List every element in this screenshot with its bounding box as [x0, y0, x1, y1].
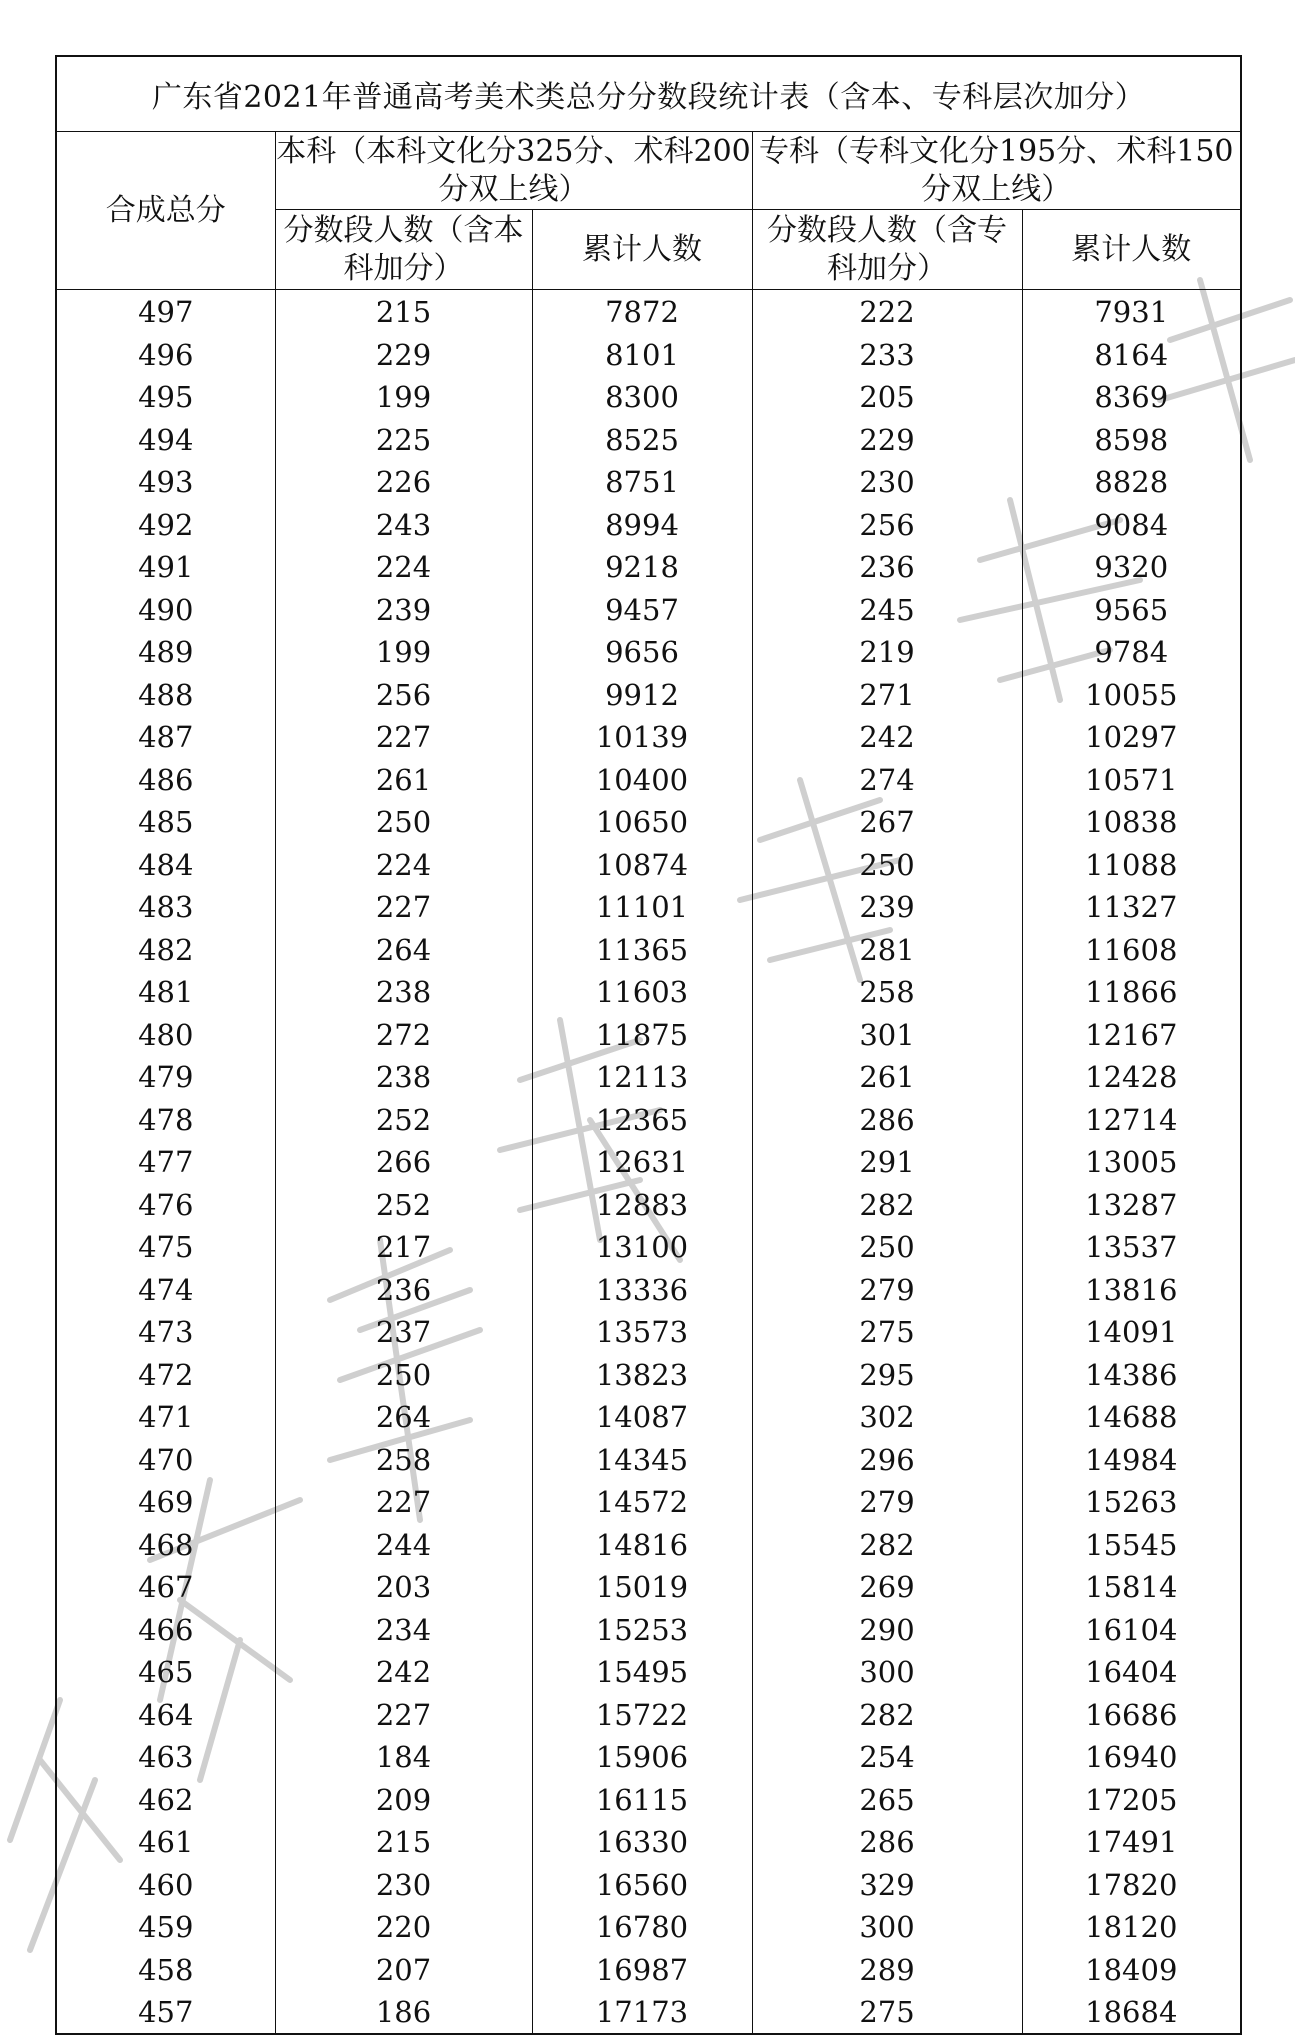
cell-undergrad-count: 261 — [275, 758, 532, 801]
cell-undergrad-cumulative: 13573 — [532, 1310, 752, 1353]
cell-junior-cumulative: 9565 — [1022, 588, 1241, 631]
cell-undergrad-cumulative: 11101 — [532, 885, 752, 928]
cell-junior-count: 219 — [752, 630, 1022, 673]
cell-undergrad-cumulative: 9457 — [532, 588, 752, 631]
table-row — [56, 375, 1241, 418]
table-row — [56, 503, 1241, 546]
cell-junior-count: 205 — [752, 375, 1022, 418]
cell-undergrad-count: 234 — [275, 1608, 532, 1651]
cell-undergrad-count: 252 — [275, 1098, 532, 1141]
table-row — [56, 1310, 1241, 1353]
cell-junior-count: 301 — [752, 1013, 1022, 1056]
cell-junior-count: 271 — [752, 673, 1022, 716]
cell-total-score: 488 — [56, 673, 275, 716]
cell-junior-count: 295 — [752, 1353, 1022, 1396]
table-row — [56, 545, 1241, 588]
cell-junior-count: 250 — [752, 1225, 1022, 1268]
cell-junior-cumulative: 14386 — [1022, 1353, 1241, 1396]
cell-junior-count: 269 — [752, 1565, 1022, 1608]
cell-total-score: 478 — [56, 1098, 275, 1141]
cell-total-score: 487 — [56, 715, 275, 758]
cell-undergrad-cumulative: 8300 — [532, 375, 752, 418]
cell-junior-count: 256 — [752, 503, 1022, 546]
cell-undergrad-count: 207 — [275, 1948, 532, 1991]
cell-undergrad-count: 184 — [275, 1735, 532, 1778]
cell-total-score: 470 — [56, 1438, 275, 1481]
cell-undergrad-cumulative: 14087 — [532, 1395, 752, 1438]
table-row — [56, 588, 1241, 631]
cell-undergrad-cumulative: 11875 — [532, 1013, 752, 1056]
cell-total-score: 462 — [56, 1778, 275, 1821]
cell-junior-count: 302 — [752, 1395, 1022, 1438]
cell-junior-cumulative: 13287 — [1022, 1183, 1241, 1226]
table-row — [56, 1225, 1241, 1268]
cell-junior-count: 300 — [752, 1650, 1022, 1693]
cell-undergrad-count: 272 — [275, 1013, 532, 1056]
cell-undergrad-cumulative: 13823 — [532, 1353, 752, 1396]
cell-junior-cumulative: 10838 — [1022, 800, 1241, 843]
table-row — [56, 1820, 1241, 1863]
cell-undergrad-cumulative: 16330 — [532, 1820, 752, 1863]
cell-undergrad-count: 239 — [275, 588, 532, 631]
header-junior-group: 专科（专科文化分195分、术科150分双上线） — [752, 132, 1241, 210]
table-row — [56, 1098, 1241, 1141]
cell-junior-count: 236 — [752, 545, 1022, 588]
cell-undergrad-cumulative: 15019 — [532, 1565, 752, 1608]
cell-undergrad-count: 238 — [275, 970, 532, 1013]
cell-junior-cumulative: 10297 — [1022, 715, 1241, 758]
table-row — [56, 715, 1241, 758]
cell-undergrad-count: 264 — [275, 1395, 532, 1438]
table-row — [56, 1055, 1241, 1098]
cell-junior-cumulative: 13005 — [1022, 1140, 1241, 1183]
cell-total-score: 485 — [56, 800, 275, 843]
cell-total-score: 457 — [56, 1990, 275, 2034]
cell-total-score: 481 — [56, 970, 275, 1013]
cell-junior-count: 281 — [752, 928, 1022, 971]
table-row — [56, 290, 1241, 333]
cell-total-score: 461 — [56, 1820, 275, 1863]
cell-undergrad-cumulative: 13100 — [532, 1225, 752, 1268]
cell-total-score: 490 — [56, 588, 275, 631]
cell-total-score: 497 — [56, 290, 275, 333]
cell-junior-cumulative: 13816 — [1022, 1268, 1241, 1311]
cell-junior-cumulative: 7931 — [1022, 290, 1241, 333]
cell-junior-count: 282 — [752, 1183, 1022, 1226]
cell-junior-cumulative: 14091 — [1022, 1310, 1241, 1353]
cell-junior-cumulative: 16404 — [1022, 1650, 1241, 1693]
cell-total-score: 482 — [56, 928, 275, 971]
cell-undergrad-cumulative: 9218 — [532, 545, 752, 588]
cell-undergrad-cumulative: 14816 — [532, 1523, 752, 1566]
table-row — [56, 1480, 1241, 1523]
cell-junior-count: 245 — [752, 588, 1022, 631]
cell-undergrad-count: 224 — [275, 843, 532, 886]
cell-junior-count: 275 — [752, 1310, 1022, 1353]
table-row — [56, 460, 1241, 503]
cell-total-score: 480 — [56, 1013, 275, 1056]
cell-junior-count: 254 — [752, 1735, 1022, 1778]
cell-undergrad-cumulative: 14345 — [532, 1438, 752, 1481]
cell-junior-count: 291 — [752, 1140, 1022, 1183]
cell-junior-cumulative: 11088 — [1022, 843, 1241, 886]
cell-total-score: 464 — [56, 1693, 275, 1736]
cell-junior-cumulative: 8164 — [1022, 333, 1241, 376]
cell-total-score: 471 — [56, 1395, 275, 1438]
cell-total-score: 496 — [56, 333, 275, 376]
cell-undergrad-count: 258 — [275, 1438, 532, 1481]
cell-junior-count: 267 — [752, 800, 1022, 843]
table-row — [56, 1650, 1241, 1693]
cell-undergrad-count: 224 — [275, 545, 532, 588]
cell-total-score: 472 — [56, 1353, 275, 1396]
cell-junior-count: 290 — [752, 1608, 1022, 1651]
cell-undergrad-cumulative: 12883 — [532, 1183, 752, 1226]
table-row — [56, 928, 1241, 971]
cell-undergrad-count: 226 — [275, 460, 532, 503]
cell-junior-cumulative: 8369 — [1022, 375, 1241, 418]
stats-table-container — [55, 55, 1240, 2030]
cell-junior-cumulative: 17205 — [1022, 1778, 1241, 1821]
table-row — [56, 1353, 1241, 1396]
table-title: 广东省2021年普通高考美术类总分分数段统计表（含本、专科层次加分） — [56, 56, 1241, 132]
cell-undergrad-cumulative: 8101 — [532, 333, 752, 376]
cell-total-score: 486 — [56, 758, 275, 801]
cell-junior-count: 222 — [752, 290, 1022, 333]
cell-junior-cumulative: 18409 — [1022, 1948, 1241, 1991]
table-row — [56, 970, 1241, 1013]
cell-undergrad-cumulative: 15253 — [532, 1608, 752, 1651]
cell-undergrad-cumulative: 10650 — [532, 800, 752, 843]
cell-junior-cumulative: 16940 — [1022, 1735, 1241, 1778]
cell-undergrad-cumulative: 9912 — [532, 673, 752, 716]
cell-total-score: 468 — [56, 1523, 275, 1566]
cell-undergrad-count: 243 — [275, 503, 532, 546]
cell-undergrad-cumulative: 14572 — [532, 1480, 752, 1523]
cell-junior-cumulative: 9320 — [1022, 545, 1241, 588]
cell-total-score: 484 — [56, 843, 275, 886]
cell-undergrad-cumulative: 16115 — [532, 1778, 752, 1821]
cell-junior-cumulative: 15814 — [1022, 1565, 1241, 1608]
cell-undergrad-cumulative: 8751 — [532, 460, 752, 503]
table-row — [56, 333, 1241, 376]
cell-junior-cumulative: 9784 — [1022, 630, 1241, 673]
header-junior-cumulative: 累计人数 — [1022, 210, 1241, 290]
cell-total-score: 466 — [56, 1608, 275, 1651]
cell-total-score: 467 — [56, 1565, 275, 1608]
cell-total-score: 475 — [56, 1225, 275, 1268]
cell-undergrad-cumulative: 10139 — [532, 715, 752, 758]
table-row — [56, 1990, 1241, 2034]
cell-junior-cumulative: 11608 — [1022, 928, 1241, 971]
cell-junior-cumulative: 8598 — [1022, 418, 1241, 461]
cell-total-score: 460 — [56, 1863, 275, 1906]
cell-junior-count: 296 — [752, 1438, 1022, 1481]
table-row — [56, 1523, 1241, 1566]
cell-junior-count: 230 — [752, 460, 1022, 503]
cell-junior-cumulative: 18684 — [1022, 1990, 1241, 2034]
cell-undergrad-count: 199 — [275, 630, 532, 673]
cell-undergrad-cumulative: 8994 — [532, 503, 752, 546]
cell-junior-count: 239 — [752, 885, 1022, 928]
cell-junior-cumulative: 17820 — [1022, 1863, 1241, 1906]
cell-undergrad-cumulative: 10874 — [532, 843, 752, 886]
table-row — [56, 1565, 1241, 1608]
table-row — [56, 800, 1241, 843]
header-junior-count: 分数段人数（含专科加分） — [752, 210, 1022, 290]
cell-undergrad-count: 236 — [275, 1268, 532, 1311]
cell-undergrad-cumulative: 12631 — [532, 1140, 752, 1183]
cell-junior-count: 300 — [752, 1905, 1022, 1948]
table-row — [56, 673, 1241, 716]
table-row — [56, 1183, 1241, 1226]
cell-undergrad-count: 186 — [275, 1990, 532, 2034]
cell-undergrad-cumulative: 10400 — [532, 758, 752, 801]
cell-junior-cumulative: 14688 — [1022, 1395, 1241, 1438]
cell-total-score: 483 — [56, 885, 275, 928]
cell-undergrad-count: 238 — [275, 1055, 532, 1098]
table-row — [56, 1608, 1241, 1651]
cell-undergrad-cumulative: 17173 — [532, 1990, 752, 2034]
cell-undergrad-count: 230 — [275, 1863, 532, 1906]
cell-undergrad-count: 215 — [275, 290, 532, 333]
table-row — [56, 1013, 1241, 1056]
table-row — [56, 1905, 1241, 1948]
cell-undergrad-count: 220 — [275, 1905, 532, 1948]
cell-undergrad-count: 227 — [275, 885, 532, 928]
cell-junior-count: 242 — [752, 715, 1022, 758]
cell-junior-cumulative: 12167 — [1022, 1013, 1241, 1056]
cell-undergrad-cumulative: 12113 — [532, 1055, 752, 1098]
cell-junior-count: 279 — [752, 1268, 1022, 1311]
cell-total-score: 463 — [56, 1735, 275, 1778]
cell-total-score: 474 — [56, 1268, 275, 1311]
cell-total-score: 495 — [56, 375, 275, 418]
cell-total-score: 493 — [56, 460, 275, 503]
cell-undergrad-count: 266 — [275, 1140, 532, 1183]
table-row — [56, 418, 1241, 461]
cell-undergrad-cumulative: 8525 — [532, 418, 752, 461]
cell-junior-count: 286 — [752, 1820, 1022, 1863]
cell-undergrad-count: 227 — [275, 1480, 532, 1523]
header-undergrad-group: 本科（本科文化分325分、术科200分双上线） — [275, 132, 752, 210]
table-row — [56, 1140, 1241, 1183]
cell-undergrad-count: 199 — [275, 375, 532, 418]
cell-undergrad-count: 250 — [275, 1353, 532, 1396]
cell-junior-cumulative: 18120 — [1022, 1905, 1241, 1948]
cell-undergrad-count: 244 — [275, 1523, 532, 1566]
cell-junior-cumulative: 9084 — [1022, 503, 1241, 546]
table-row — [56, 843, 1241, 886]
cell-total-score: 491 — [56, 545, 275, 588]
table-row — [56, 1395, 1241, 1438]
cell-undergrad-cumulative: 16987 — [532, 1948, 752, 1991]
cell-total-score: 477 — [56, 1140, 275, 1183]
cell-undergrad-cumulative: 12365 — [532, 1098, 752, 1141]
header-undergrad-cumulative: 累计人数 — [532, 210, 752, 290]
header-undergrad-count: 分数段人数（含本科加分） — [275, 210, 532, 290]
cell-junior-count: 229 — [752, 418, 1022, 461]
cell-junior-cumulative: 10055 — [1022, 673, 1241, 716]
cell-junior-count: 282 — [752, 1693, 1022, 1736]
cell-undergrad-count: 256 — [275, 673, 532, 716]
table-row — [56, 885, 1241, 928]
cell-junior-count: 279 — [752, 1480, 1022, 1523]
cell-undergrad-count: 250 — [275, 800, 532, 843]
table-row — [56, 758, 1241, 801]
cell-junior-cumulative: 12714 — [1022, 1098, 1241, 1141]
score-distribution-table — [55, 55, 1242, 2035]
table-row — [56, 1735, 1241, 1778]
cell-total-score: 489 — [56, 630, 275, 673]
cell-junior-cumulative: 17491 — [1022, 1820, 1241, 1863]
cell-undergrad-count: 227 — [275, 715, 532, 758]
cell-junior-cumulative: 16104 — [1022, 1608, 1241, 1651]
cell-total-score: 458 — [56, 1948, 275, 1991]
cell-undergrad-cumulative: 11603 — [532, 970, 752, 1013]
cell-junior-count: 258 — [752, 970, 1022, 1013]
cell-undergrad-cumulative: 15906 — [532, 1735, 752, 1778]
cell-total-score: 469 — [56, 1480, 275, 1523]
cell-junior-count: 233 — [752, 333, 1022, 376]
cell-junior-cumulative: 11327 — [1022, 885, 1241, 928]
cell-total-score: 465 — [56, 1650, 275, 1693]
cell-junior-cumulative: 13537 — [1022, 1225, 1241, 1268]
table-row — [56, 1438, 1241, 1481]
cell-junior-cumulative: 15545 — [1022, 1523, 1241, 1566]
cell-junior-count: 265 — [752, 1778, 1022, 1821]
table-row — [56, 1948, 1241, 1991]
table-row — [56, 1778, 1241, 1821]
cell-junior-count: 289 — [752, 1948, 1022, 1991]
cell-junior-cumulative: 15263 — [1022, 1480, 1241, 1523]
cell-junior-count: 261 — [752, 1055, 1022, 1098]
cell-undergrad-count: 203 — [275, 1565, 532, 1608]
cell-junior-cumulative: 14984 — [1022, 1438, 1241, 1481]
cell-junior-cumulative: 11866 — [1022, 970, 1241, 1013]
cell-undergrad-cumulative: 16780 — [532, 1905, 752, 1948]
cell-undergrad-count: 217 — [275, 1225, 532, 1268]
cell-undergrad-count: 242 — [275, 1650, 532, 1693]
cell-total-score: 479 — [56, 1055, 275, 1098]
cell-total-score: 473 — [56, 1310, 275, 1353]
cell-junior-count: 329 — [752, 1863, 1022, 1906]
cell-junior-count: 282 — [752, 1523, 1022, 1566]
cell-undergrad-count: 229 — [275, 333, 532, 376]
cell-undergrad-count: 237 — [275, 1310, 532, 1353]
cell-total-score: 492 — [56, 503, 275, 546]
table-row — [56, 1693, 1241, 1736]
cell-junior-cumulative: 12428 — [1022, 1055, 1241, 1098]
table-row — [56, 1863, 1241, 1906]
cell-undergrad-count: 215 — [275, 1820, 532, 1863]
cell-total-score: 476 — [56, 1183, 275, 1226]
cell-junior-count: 286 — [752, 1098, 1022, 1141]
cell-undergrad-cumulative: 16560 — [532, 1863, 752, 1906]
cell-undergrad-count: 252 — [275, 1183, 532, 1226]
table-row — [56, 630, 1241, 673]
cell-undergrad-count: 225 — [275, 418, 532, 461]
cell-undergrad-cumulative: 13336 — [532, 1268, 752, 1311]
cell-undergrad-count: 227 — [275, 1693, 532, 1736]
cell-undergrad-cumulative: 15495 — [532, 1650, 752, 1693]
cell-junior-count: 275 — [752, 1990, 1022, 2034]
table-row — [56, 1268, 1241, 1311]
cell-total-score: 494 — [56, 418, 275, 461]
cell-junior-count: 274 — [752, 758, 1022, 801]
cell-junior-cumulative: 16686 — [1022, 1693, 1241, 1736]
cell-undergrad-cumulative: 11365 — [532, 928, 752, 971]
cell-undergrad-cumulative: 15722 — [532, 1693, 752, 1736]
cell-undergrad-cumulative: 9656 — [532, 630, 752, 673]
cell-undergrad-count: 209 — [275, 1778, 532, 1821]
cell-junior-cumulative: 8828 — [1022, 460, 1241, 503]
cell-total-score: 459 — [56, 1905, 275, 1948]
cell-undergrad-count: 264 — [275, 928, 532, 971]
cell-junior-cumulative: 10571 — [1022, 758, 1241, 801]
header-total-score: 合成总分 — [56, 132, 275, 290]
cell-junior-count: 250 — [752, 843, 1022, 886]
cell-undergrad-cumulative: 7872 — [532, 290, 752, 333]
